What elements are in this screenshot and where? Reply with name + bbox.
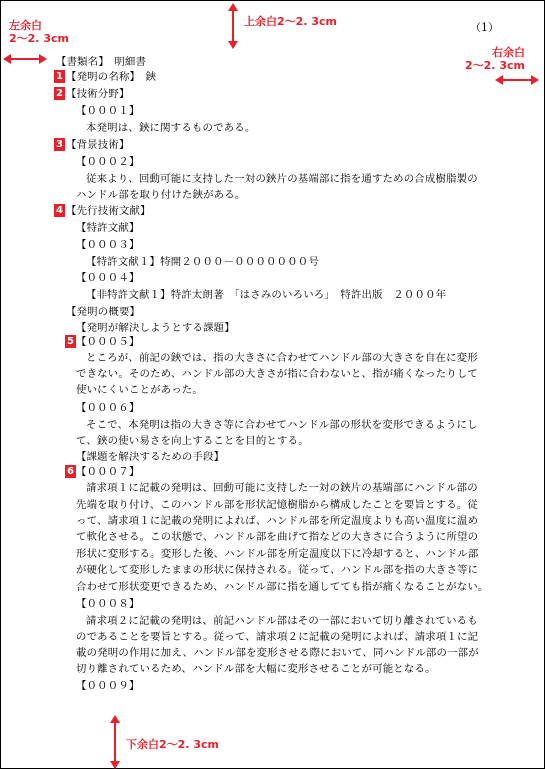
section-heading: 【背景技術】 — [66, 139, 130, 151]
paragraph-number: 【０００３】 — [76, 239, 140, 251]
left-margin-label: 左余白 2～2. 3cm — [9, 19, 69, 45]
top-margin-arrow-icon — [227, 3, 239, 49]
paragraph-text: が硬化して変形したままの形状に保持される。従って、ハンドル部を指の大きさ等に — [76, 564, 479, 576]
paragraph-text: 本発明は、鋏に関するものである。 — [86, 122, 256, 134]
paragraph-text: 先端を取り付け、このハンドル部を形状記憶樹脂から構成したことを要旨とする。従 — [76, 499, 479, 511]
paragraph-text: 請求項１に記載の発明は、回動可能に支持した一対の鋏片の基端部にハンドル部の — [86, 482, 478, 494]
citation-text: 【特許文献１】特開２０００－０００００００号 — [86, 256, 319, 268]
paragraph-text: そこで、本発明は指の大きさ等に合わせてハンドル部の形状を変形できるようにし — [86, 419, 478, 431]
marker-badge-2: 2 — [54, 87, 65, 100]
paragraph-number: 【０００２】 — [76, 156, 140, 168]
subsection-heading: 【特許文献】 — [76, 222, 140, 234]
page-number: （1） — [470, 21, 499, 34]
paragraph-number: 【０００６】 — [76, 402, 140, 414]
top-margin-label: 上余白2～2. 3cm — [244, 15, 337, 28]
paragraph-text: 合わせて形状変更できるため、ハンドル部に指を通してても指が痛くなることがない。 — [76, 581, 489, 593]
bottom-margin-label: 下余白2～2. 3cm — [126, 738, 219, 751]
citation-text: 【非特許文献１】特許太朗著 「はさみのいろいろ」 特許出版 ２０００年 — [86, 289, 447, 301]
section-heading: 【先行技術文献】 — [66, 205, 151, 217]
subsection-heading: 【課題を解決するための手段】 — [76, 451, 225, 463]
marker-badge-1: 1 — [54, 70, 65, 83]
paragraph-number: 【０００７】 — [76, 466, 140, 478]
marker-badge-3: 3 — [54, 138, 65, 151]
paragraph-number: 【０００５】 — [76, 336, 140, 348]
paragraph-text: 使いにくいことがあった。 — [76, 384, 203, 396]
paragraph-text: 切り離されているため、ハンドル部を大幅に変形させることが可能となる。 — [76, 663, 436, 675]
paragraph-text: って、請求項１に記載の発明によれば、ハンドル部を所定温度よりも高い温度に温め — [76, 515, 479, 527]
paragraph-text: できない。そのため、ハンドル部の大きさが指に合わないと、指が痛くなったりして — [76, 368, 479, 380]
section-heading: 【技術分野】 — [66, 88, 130, 100]
doc-type-heading: 【書類名】 明細書 — [56, 56, 147, 68]
paragraph-number: 【０００４】 — [76, 272, 140, 284]
paragraph-text: て軟化させる。この状態で、ハンドル部を曲げて指などの大きさに合うように所望の — [76, 531, 479, 543]
paragraph-text: 請求項２に記載の発明は、前記ハンドル部はその一部において切り離されているも — [86, 615, 478, 627]
right-margin-label: 右余白 2～2. 3cm — [465, 46, 525, 72]
section-heading: 【発明の概要】 — [66, 306, 141, 318]
paragraph-number: 【０００１】 — [76, 105, 140, 117]
paragraph-text: 形状に変形する。変形した後、ハンドル部を所定温度以下に冷却すると、ハンドル部 — [76, 548, 479, 560]
paragraph-text: 従来より、回動可能に支持した一対の鋏片の基端部に指を通すための合成樹脂製の — [86, 173, 478, 185]
paragraph-number: 【０００８】 — [76, 598, 140, 610]
bottom-margin-arrow-icon — [109, 715, 121, 769]
left-margin-arrow-icon — [3, 53, 47, 65]
marker-badge-6: 6 — [65, 465, 76, 478]
paragraph-text: ハンドル部を取り付けた鋏がある。 — [76, 189, 246, 201]
paragraph-number: 【０００９】 — [76, 680, 140, 692]
paragraph-text: て、鋏の使い易さを向上することを目的とする。 — [76, 435, 309, 447]
right-margin-arrow-icon — [495, 74, 539, 86]
paragraph-text: のであることを要旨とする。従って、請求項２に記載の発明によれば、請求項１に記 — [76, 631, 479, 643]
marker-badge-5: 5 — [65, 335, 76, 348]
paragraph-text: 載の発明の作用に加え、ハンドル部を変形させる際において、同ハンドル部の一部が — [76, 647, 479, 659]
subsection-heading: 【発明が解決しようとする課題】 — [76, 322, 235, 334]
invention-title: 【発明の名称】 鋏 — [66, 71, 157, 83]
marker-badge-4: 4 — [54, 204, 65, 217]
paragraph-text: ところが、前記の鋏では、指の大きさに合わせてハンドル部の大きさを自在に変形 — [86, 352, 478, 364]
